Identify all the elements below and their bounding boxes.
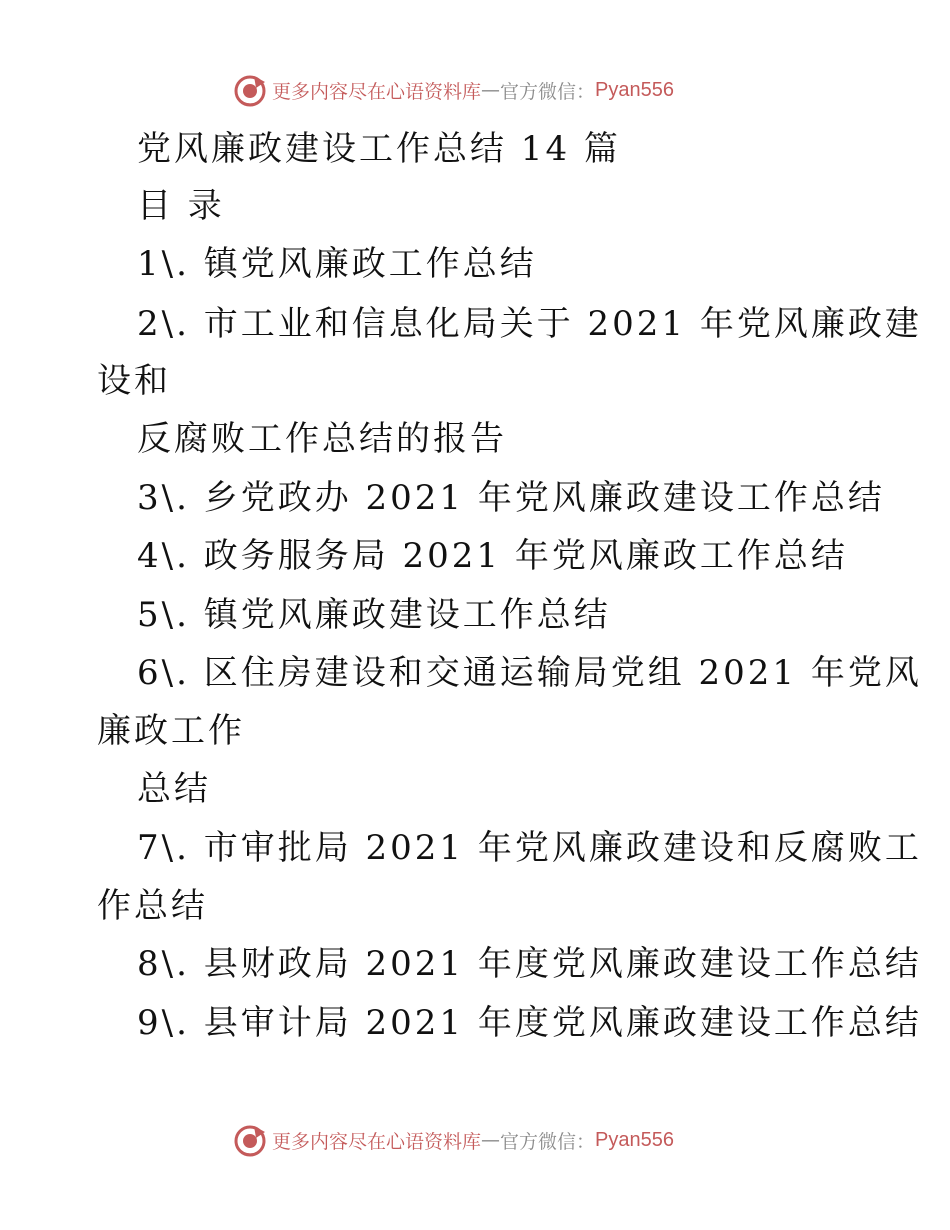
toc-item: 3\. 乡党政办 2021 年党风廉政建设工作总结 — [137, 478, 885, 518]
toc-item: 9\. 县审计局 2021 年度党风廉政建设工作总结 — [137, 1003, 922, 1043]
banner-wechat-label: 官方微信： — [500, 80, 596, 103]
brand-logo-icon — [232, 72, 268, 108]
toc-item: 7\. 市审批局 2021 年党风廉政建设和反腐败工 — [137, 828, 922, 868]
banner-text: 更多内容尽在心语资料库 — [272, 1130, 482, 1153]
toc-item-continued: 作总结 — [97, 886, 208, 926]
toc-item: 8\. 县财政局 2021 年度党风廉政建设工作总结 — [137, 944, 922, 984]
toc-item: 1\. 镇党风廉政工作总结 — [137, 244, 537, 284]
banner-wechat-id: Pyan556 — [595, 1128, 674, 1151]
document-title: 党风廉政建设工作总结 14 篇 — [137, 129, 621, 169]
footer-banner — [232, 1122, 674, 1158]
toc-item: 6\. 区住房建设和交通运输局党组 2021 年党风 — [137, 653, 922, 693]
toc-item-continued: 廉政工作 — [97, 711, 245, 751]
toc-heading: 目 录 — [137, 186, 225, 226]
toc-item: 4\. 政务服务局 2021 年党风廉政工作总结 — [137, 536, 848, 576]
brand-logo-icon — [232, 1122, 268, 1158]
banner-wechat-id: Pyan556 — [595, 78, 674, 101]
toc-item-continued: 反腐败工作总结的报告 — [137, 419, 507, 459]
banner-wechat-label: 官方微信： — [500, 1130, 596, 1153]
banner-dash: — — [481, 1129, 501, 1151]
header-banner — [232, 72, 674, 108]
banner-text: 更多内容尽在心语资料库 — [272, 80, 482, 103]
banner-dash: — — [481, 79, 501, 101]
toc-item: 2\. 市工业和信息化局关于 2021 年党风廉政建 — [137, 304, 922, 344]
toc-item: 5\. 镇党风廉政建设工作总结 — [137, 595, 611, 635]
toc-item-continued: 设和 — [97, 361, 171, 401]
toc-item-continued: 总结 — [137, 769, 211, 809]
